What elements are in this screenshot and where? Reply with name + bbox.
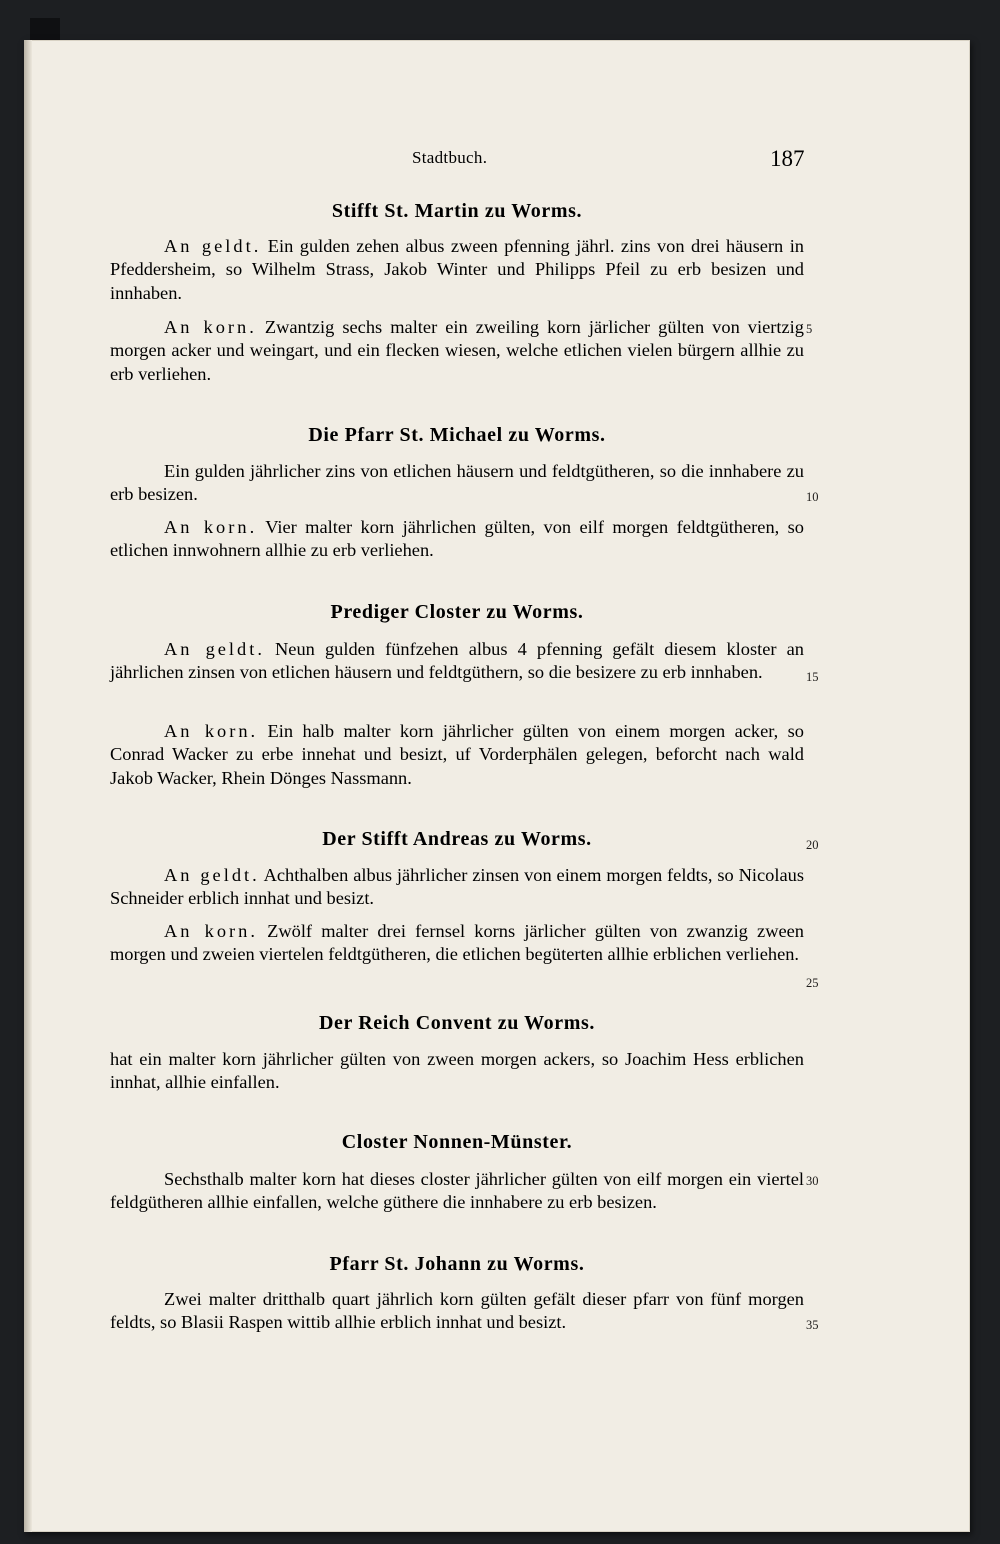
paragraph-lead: An geldt. — [164, 236, 262, 256]
paragraph-lead: An korn. — [164, 921, 258, 941]
paragraph — [110, 638, 804, 685]
line-number: 35 — [806, 1318, 819, 1332]
paragraph-text: Zwölf malter drei fernsel korns järlicher gülten von zwanzig zween morgen und zweien viertelen feldtgütheren, die etlichen begüterten allhie erblichen verliehen. — [110, 921, 804, 965]
paragraph — [110, 316, 804, 386]
line-number: 30 — [806, 1174, 819, 1188]
paragraph-text: Vier malter korn jährlichen gülten, von eilf morgen feldtgütheren, so etlichen innwohnern allhie zu erb verliehen. — [110, 517, 804, 561]
paragraph — [110, 1048, 804, 1095]
paragraph — [110, 235, 804, 305]
paragraph-text: Ein halb malter korn jährlicher gülten von einem morgen acker, so Conrad Wacker zu erbe innehat und besizt, uf Vorderphälen gelegen, beforcht nach wald Jakob Wacker, Rhein Dönges Nassmann. — [110, 721, 804, 788]
line-number: 25 — [806, 976, 819, 990]
paragraph-text: Zwei malter dritthalb quart jährlich korn gülten gefält dieser pfarr von fünf morgen feldts, so Blasii Raspen wittib allhie erblich innhat und besizt. — [110, 1289, 804, 1333]
line-number: 15 — [806, 670, 819, 684]
paragraph-text: Neun gulden fünfzehen albus 4 pfenning gefält diesem kloster an jährlichen zinsen von etlichen häusern und feldtgüthern, so die besizere zu erb innhaben. — [110, 639, 804, 683]
paragraph-lead: An korn. — [164, 517, 258, 537]
paragraph — [110, 516, 804, 563]
paragraph-text: Ein gulden zehen albus zween pfenning jährl. zins von drei häusern in Pfeddersheim, so Wilhelm Strass, Jakob Winter und Philipps Pfeil zu erb besizen und innhaben. — [110, 236, 804, 303]
line-number: 20 — [806, 838, 819, 852]
section-heading: Die Pfarr St. Michael zu Worms. — [308, 424, 606, 446]
paragraph-lead: An korn. — [164, 721, 259, 741]
section-heading: Der Stifft Andreas zu Worms. — [322, 828, 592, 850]
section-heading: Pfarr St. Johann zu Worms. — [329, 1253, 585, 1275]
line-number: 10 — [806, 490, 819, 504]
paragraph — [110, 460, 804, 507]
page-spine — [24, 40, 32, 1532]
paragraph-lead: An geldt. — [164, 865, 260, 885]
paragraph-lead: An geldt. — [164, 639, 265, 659]
running-title: Stadtbuch. — [412, 148, 488, 167]
paragraph — [110, 920, 804, 967]
line-number: 5 — [806, 322, 813, 336]
paragraph-text: hat ein malter korn jährlicher gülten von zween morgen ackers, so Joachim Hess erblichen innhat, allhie einfallen. — [110, 1049, 804, 1093]
paragraph-text: Ein gulden jährlicher zins von etlichen häusern und feldtgütheren, so die innhabere zu erb besizen. — [110, 461, 804, 505]
paragraph — [110, 1288, 804, 1335]
section-heading: Closter Nonnen-Münster. — [341, 1131, 573, 1153]
page-number: 187 — [770, 146, 805, 171]
paragraph-text: Zwantzig sechs malter ein zweiling korn järlicher gülten von viertzig morgen acker und weingart, und ein flecken wiesen, welche etlichen vielen bürgern allhie zu erb verliehen. — [110, 317, 804, 384]
section-heading: Der Reich Convent zu Worms. — [319, 1012, 595, 1034]
paragraph-lead: An korn. — [164, 317, 257, 337]
paragraph-text: Achthalben albus jährlicher zinsen von einem morgen feldts, so Nicolaus Schneider erblich innhat und besizt. — [110, 865, 804, 909]
paragraph-text: Sechsthalb malter korn hat dieses closter jährlicher gülten von eilf morgen ein viertel feldgütheren allhie einfallen, welche güthere die innhabere zu erb besizen. — [110, 1169, 804, 1213]
section-heading: Stifft St. Martin zu Worms. — [331, 200, 583, 222]
paragraph — [110, 1168, 804, 1215]
section-heading: Prediger Closter zu Worms. — [330, 601, 584, 623]
paragraph — [110, 720, 804, 790]
paragraph — [110, 864, 804, 911]
